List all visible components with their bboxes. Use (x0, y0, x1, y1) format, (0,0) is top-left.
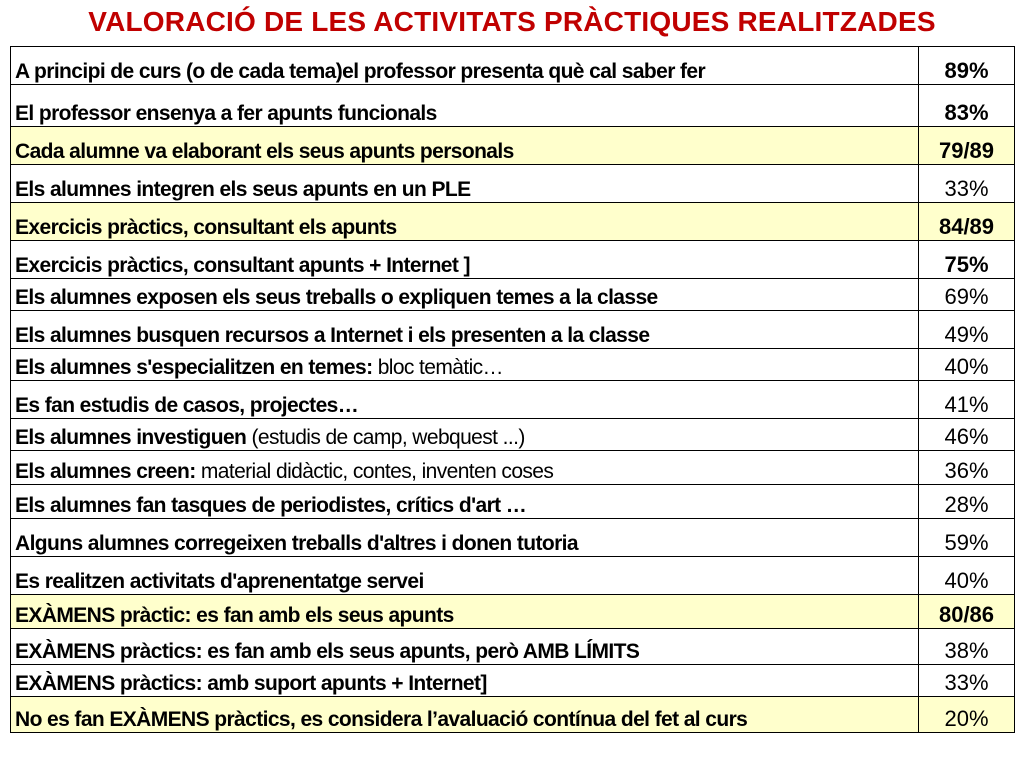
activity-label (11, 279, 919, 311)
activity-value: 40% (919, 349, 1015, 381)
activity-value: 49% (919, 311, 1015, 349)
table-row (11, 85, 1015, 127)
activity-label-bold: EXÀMENS pràctic: es fan amb els seus apunts (15, 604, 454, 627)
table-row (11, 557, 1015, 595)
table-row (11, 419, 1015, 451)
activity-label (11, 419, 919, 451)
activity-value: 28% (919, 485, 1015, 519)
activity-label (11, 665, 919, 697)
activity-label (11, 349, 919, 381)
activity-label-bold: Els alumnes s'especialitzen en temes: (15, 356, 373, 379)
table-row (11, 127, 1015, 165)
activities-table (10, 46, 1015, 733)
table-row (11, 241, 1015, 279)
activity-label-detail: (estudis de camp, webquest ...) (246, 426, 525, 449)
activity-value: 83% (919, 85, 1015, 127)
table-row (11, 485, 1015, 519)
activity-label (11, 629, 919, 665)
activity-value: 41% (919, 381, 1015, 419)
activity-value: 38% (919, 629, 1015, 665)
activity-label (11, 311, 919, 349)
table-row (11, 595, 1015, 629)
activity-label-bold: Els alumnes fan tasques de periodistes, crítics d'art … (15, 494, 527, 517)
activity-label-bold: Cada alumne va elaborant els seus apunts personals (15, 140, 514, 163)
activity-label (11, 85, 919, 127)
table-row (11, 47, 1015, 85)
activity-label (11, 557, 919, 595)
activity-label-bold: Alguns alumnes corregeixen treballs d'altres i donen tutoria (15, 532, 578, 555)
activity-value: 36% (919, 451, 1015, 485)
activity-label-bold: Es fan estudis de casos, projectes… (15, 394, 359, 417)
activity-label (11, 241, 919, 279)
activity-label-bold: Els alumnes creen: (15, 460, 196, 483)
activity-label-bold: Els alumnes investiguen (15, 426, 247, 449)
activity-value: 46% (919, 419, 1015, 451)
activity-label (11, 451, 919, 485)
table-row (11, 349, 1015, 381)
activity-value: 33% (919, 165, 1015, 203)
table-row (11, 519, 1015, 557)
activity-label-bold: Els alumnes integren els seus apunts en un PLE (15, 178, 471, 201)
activity-label (11, 203, 919, 241)
table-row (11, 665, 1015, 697)
activity-label-bold: El professor ensenya a fer apunts funcionals (15, 102, 437, 125)
table-row (11, 203, 1015, 241)
activity-label (11, 127, 919, 165)
activity-label-bold: Es realitzen activitats d'aprenentatge servei (15, 570, 424, 593)
activity-label (11, 47, 919, 85)
activity-label-bold: EXÀMENS pràctics: amb suport apunts + Internet] (15, 672, 487, 695)
activity-label-bold: A principi de curs (o de cada tema)el professor presenta què cal saber fer (15, 60, 706, 83)
table-row (11, 311, 1015, 349)
activity-value: 80/86 (919, 595, 1015, 629)
table-row (11, 279, 1015, 311)
activities-table-body (11, 47, 1015, 733)
activity-label (11, 165, 919, 203)
activity-label-bold: No es fan EXÀMENS pràctics, es considera l’avaluació contínua del fet al curs (15, 708, 748, 731)
activity-label-detail: material didàctic, contes, inventen coses (195, 460, 554, 483)
activity-value: 59% (919, 519, 1015, 557)
activity-label (11, 485, 919, 519)
activity-value: 69% (919, 279, 1015, 311)
activity-value: 20% (919, 697, 1015, 733)
table-row (11, 629, 1015, 665)
activity-label-bold: Exercicis pràctics, consultant els apunts (15, 216, 397, 239)
table-row (11, 697, 1015, 733)
table-row (11, 451, 1015, 485)
activity-value: 79/89 (919, 127, 1015, 165)
activity-label (11, 595, 919, 629)
activity-label (11, 519, 919, 557)
activity-label (11, 381, 919, 419)
activity-label-bold: Els alumnes exposen els seus treballs o expliquen temes a la classe (15, 286, 658, 309)
activity-value: 33% (919, 665, 1015, 697)
activity-value: 75% (919, 241, 1015, 279)
activity-label-bold: Els alumnes busquen recursos a Internet i els presenten a la classe (15, 324, 650, 347)
activity-value: 89% (919, 47, 1015, 85)
page-title: VALORACIÓ DE LES ACTIVITATS PRÀCTIQUES REALITZADES (88, 6, 936, 37)
table-row (11, 381, 1015, 419)
table-row (11, 165, 1015, 203)
activity-label-bold: EXÀMENS pràctics: es fan amb els seus apunts, però AMB LÍMITS (15, 640, 640, 663)
activity-value: 84/89 (919, 203, 1015, 241)
activity-label-bold: Exercicis pràctics, consultant apunts + Internet ] (15, 254, 470, 277)
activity-label-detail: bloc temàtic… (372, 356, 503, 379)
activity-value: 40% (919, 557, 1015, 595)
activity-label (11, 697, 919, 733)
